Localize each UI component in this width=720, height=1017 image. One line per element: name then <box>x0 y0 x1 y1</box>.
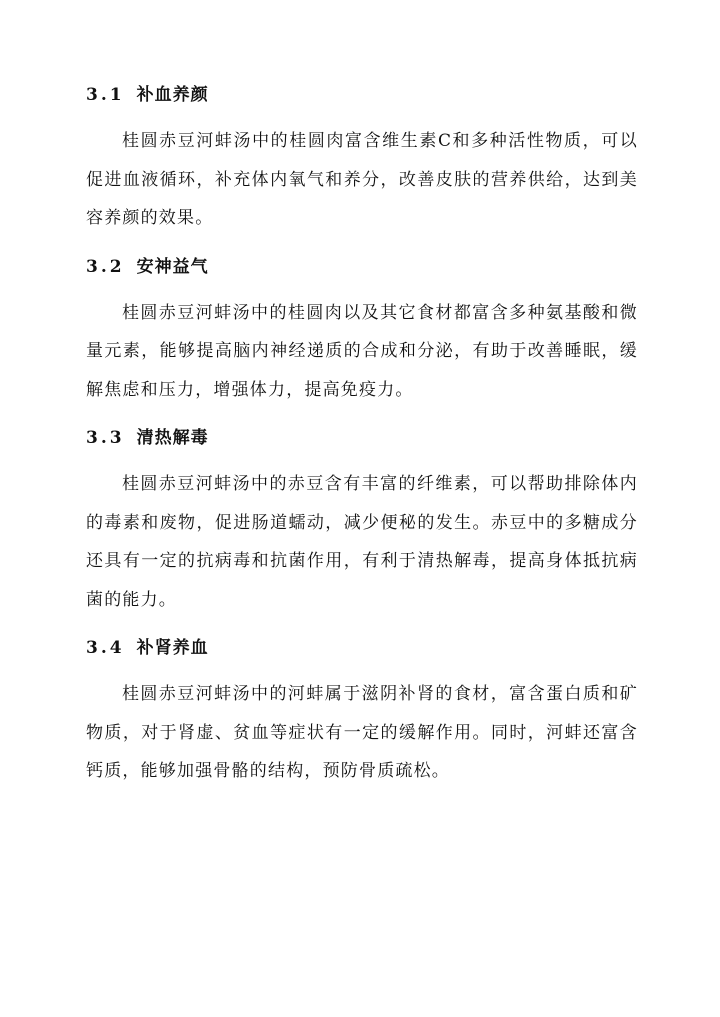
section-number: 3.1 <box>86 85 125 105</box>
section-heading <box>86 250 638 284</box>
section-3-3 <box>86 421 638 619</box>
section-number: 3.3 <box>86 428 125 448</box>
section-paragraph: 桂圆赤豆河蚌汤中的桂圆肉以及其它食材都富含多种氨基酸和微量元素，能够提高脑内神经递质的合成和分泌，有助于改善睡眠，缓解焦虑和压力，增强体力，提高免疫力。 <box>86 302 638 400</box>
section-paragraph: 桂圆赤豆河蚌汤中的河蚌属于滋阴补肾的食材，富含蛋白质和矿物质，对于肾虚、贫血等症状有一定的缓解作用。同时，河蚌还富含钙质，能够加强骨骼的结构，预防骨质疏松。 <box>86 684 638 781</box>
section-title: 安神益气 <box>136 256 209 277</box>
section-number: 3.4 <box>86 638 125 658</box>
section-heading <box>86 78 638 112</box>
section-heading <box>86 421 638 455</box>
section-3-1 <box>86 78 638 238</box>
document-page <box>86 78 638 803</box>
section-title: 补肾养血 <box>136 638 209 658</box>
section-paragraph: 桂圆赤豆河蚌汤中的赤豆含有丰富的纤维素，可以帮助排除体内的毒素和废物，促进肠道蠕动，减少便秘的发生。赤豆中的多糖成分还具有一定的抗病毒和抗菌作用，有利于清热解毒，提高身体抵抗病菌的能力。 <box>86 474 638 610</box>
section-title: 清热解毒 <box>136 428 209 448</box>
section-3-4 <box>86 631 638 791</box>
section-heading <box>86 631 638 665</box>
section-number: 3.2 <box>86 256 125 277</box>
section-3-2 <box>86 250 638 410</box>
section-paragraph: 桂圆赤豆河蚌汤中的桂圆肉富含维生素C和多种活性物质，可以促进血液循环，补充体内氧气和养分，改善皮肤的营养供给，达到美容养颜的效果。 <box>86 131 638 228</box>
section-title: 补血养颜 <box>136 85 209 105</box>
